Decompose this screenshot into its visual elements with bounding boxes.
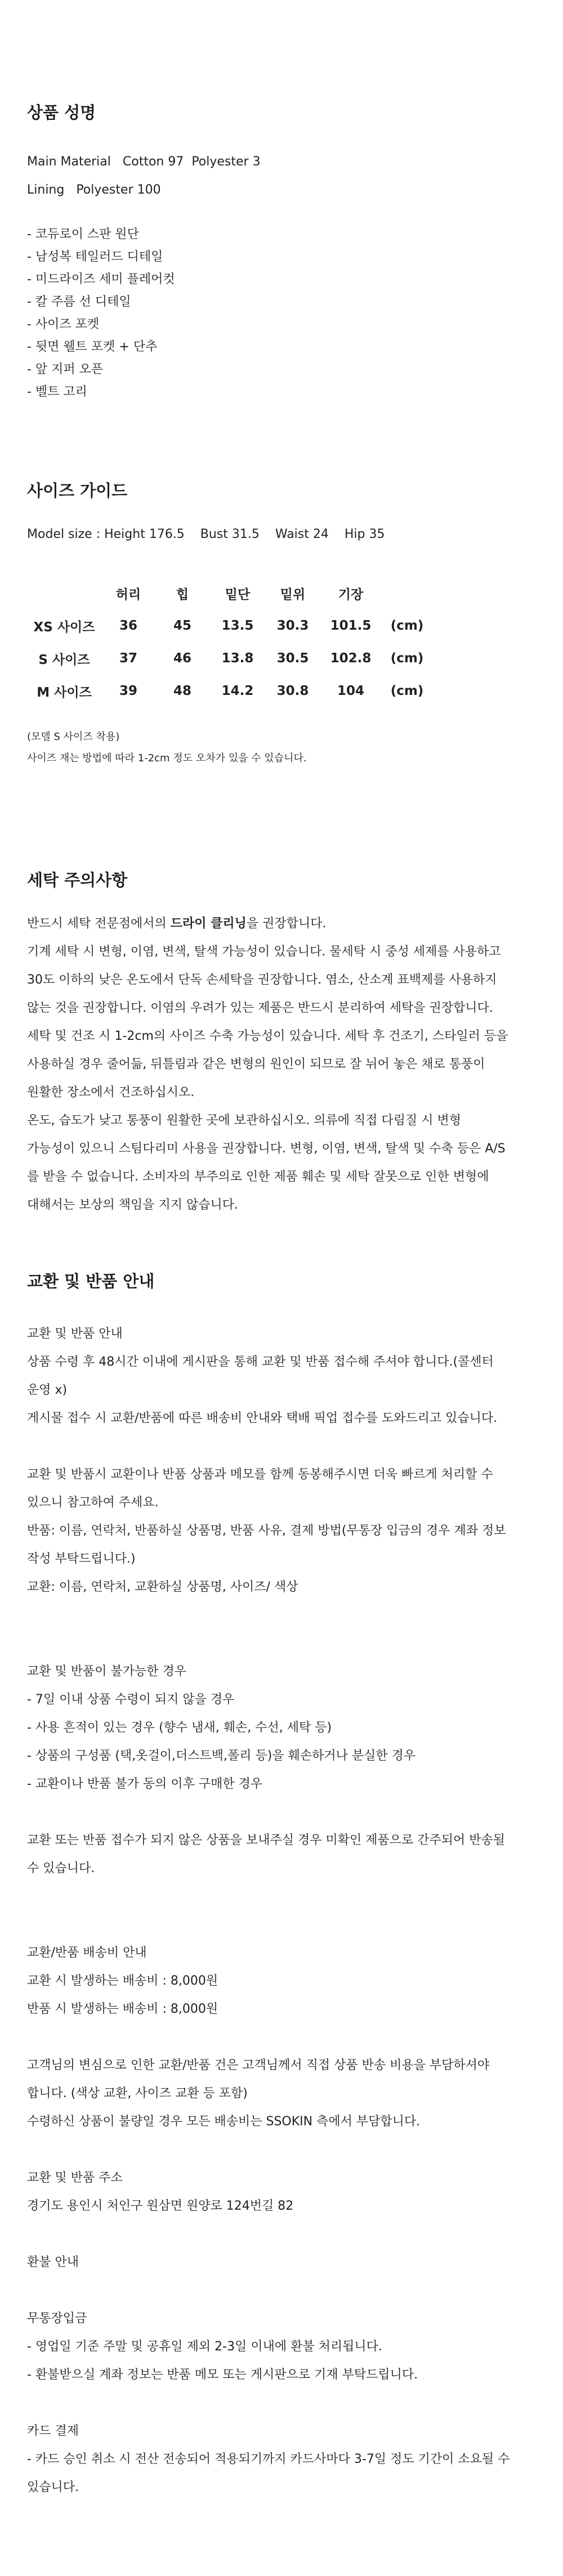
feature-item: - 앞 지퍼 오픈 [27,362,104,376]
table-cell: 13.8 [221,651,254,666]
care-line: 대해서는 보상의 책임을 지지 않습니다. [27,1198,238,1212]
unit-cell: (cm) [390,684,424,698]
exchange-line: - 사용 흔적이 있는 경우 (향수 냄새, 훼손, 수선, 세탁 등) [27,1721,332,1735]
exchange-line: 교환 및 반품 주소 [27,2171,123,2185]
header-cell: 힙 [176,587,189,602]
exchange-line: 작성 부탁드립니다.) [27,1552,136,1566]
product-title: 상품 성명 [27,103,96,122]
exchange-line: 교환/반품 배송비 안내 [27,1946,147,1960]
care-line-pre: 반드시 세탁 전문점에서의 [27,917,171,931]
size-table [27,577,432,707]
size-guide-section [27,478,539,769]
table-cell: 104 [337,684,364,698]
exchange-title: 교환 및 반품 안내 [27,1272,155,1291]
table-row [27,642,432,675]
exchange-line: 있으니 참고하여 주세요. [27,1496,159,1510]
table-cell: 45 [173,618,191,633]
feature-item: - 미드라이즈 세미 플레어컷 [27,272,175,286]
unit-cell: (cm) [390,618,424,633]
table-cell: 39 [119,684,137,698]
feature-item: - 사이즈 포켓 [27,317,100,331]
care-title: 세탁 주의사항 [27,870,128,890]
table-cell: 30.8 [276,684,309,698]
exchange-line: 무통장입금 [27,2312,87,2326]
exchange-line: 있습니다. [27,2480,79,2494]
exchange-line: 반품: 이름, 연락처, 반품하실 상품명, 반품 사유, 결제 방법(무통장 입금의 경우 계좌 정보 [27,1524,506,1538]
exchange-line: - 교환이나 반품 불가 동의 이후 구매한 경우 [27,1777,263,1791]
exchange-line: 카드 결제 [27,2424,79,2438]
care-line: 를 받을 수 없습니다. 소비자의 부주의로 인한 제품 훼손 및 세탁 잘못으로 인한 변형에 [27,1170,489,1184]
care-line: 기계 세탁 시 변형, 이염, 변색, 탈색 가능성이 있습니다. 물세탁 시 중성 세제를 사용하고 [27,945,501,959]
feature-list [27,223,539,403]
care-section [27,868,539,1219]
care-line: 원활한 장소에서 건조하십시오. [27,1085,195,1099]
exchange-line: - 상품의 구성품 (택,옷걸이,더스트백,폴리 등)을 훼손하거나 분실한 경우 [27,1749,416,1763]
feature-item: - 벨트 고리 [27,385,87,399]
exchange-line: - 영업일 기준 주말 및 공휴일 제외 2-3일 이내에 환불 처리됩니다. [27,2340,382,2354]
care-line: 가능성이 있으니 스팀다리미 사용을 권장합니다. 변형, 이염, 변색, 탈색 및 수축 등은 A/S [27,1142,506,1156]
exchange-line: 교환: 이름, 연락처, 교환하실 상품명, 사이즈/ 색상 [27,1580,298,1594]
exchange-line: 상품 수령 후 48시간 이내에 게시판을 통해 교환 및 반품 접수해 주셔야 합니다.(콜센터 [27,1355,494,1369]
size-table-header [27,577,432,609]
exchange-line: 교환 및 반품시 교환이나 반품 상품과 메모를 함께 동봉해주시면 더욱 빠르게 처리할 수 [27,1467,493,1482]
exchange-line: - 카드 승인 취소 시 전산 전송되어 적용되기까지 카드사마다 3-7일 정도 기간이 소요될 수 [27,2452,510,2466]
exchange-line: 교환 또는 반품 접수가 되지 않은 상품을 보내주실 경우 미확인 제품으로 간주되어 반송될 [27,1833,505,1847]
exchange-line: 운영 x) [27,1383,68,1397]
table-cell: 101.5 [330,618,372,633]
care-line: 세탁 및 건조 시 1-2cm의 사이즈 수축 가능성이 있습니다. 세탁 후 건조기, 스타일러 등을 [27,1029,508,1043]
product-section [27,100,539,403]
care-dry-clean: 드라이 클리닝 [170,917,247,931]
header-cell [27,577,101,609]
exchange-line: 고객님의 변심으로 인한 교환/반품 건은 고객님께서 직접 상품 반송 비용을 부담하셔야 [27,2058,490,2072]
exchange-line: 수 있습니다. [27,1861,95,1875]
feature-item: - 뒷면 웰트 포켓 + 단추 [27,340,158,354]
header-cell: 밑위 [280,587,306,602]
material-lining: Lining Polyester 100 [27,183,161,197]
exchange-line: 교환 및 반품이 불가능한 경우 [27,1664,186,1679]
table-cell: 30.3 [276,618,309,633]
feature-item: - 코듀로이 스판 원단 [27,227,139,241]
exchange-line: 경기도 용인시 처인구 원삼면 원양로 124번길 82 [27,2199,294,2213]
exchange-line: 교환 시 발생하는 배송비 : 8,000원 [27,1974,218,1988]
table-cell: 13.5 [221,618,254,633]
feature-item: - 칼 주름 선 디테일 [27,295,131,309]
care-line: 사용하실 경우 줄어듦, 뒤틀림과 같은 변형의 원인이 되므로 잘 뉘어 놓은 채로 통풍이 [27,1057,485,1071]
unit-cell: (cm) [390,651,424,666]
header-cell: 밑단 [225,587,251,602]
table-row [27,609,432,642]
table-cell: 14.2 [221,684,254,698]
table-cell: 102.8 [330,651,372,666]
measure-note: 사이즈 재는 방법에 따라 1-2cm 정도 오차가 있을 수 있습니다. [27,752,307,764]
care-line: 온도, 습도가 낮고 통풍이 원활한 곳에 보관하십시오. 의류에 직접 다림질 시 변형 [27,1114,461,1128]
care-line-post: 을 권장합니다. [246,917,327,931]
header-cell: 허리 [115,587,141,602]
care-line: 않는 것을 권장합니다. 이염의 우려가 있는 제품은 반드시 분리하여 세탁을 권장합니다. [27,1001,493,1015]
care-line: 30도 이하의 낮은 온도에서 단독 손세탁을 권장합니다. 염소, 산소계 표백제를 사용하지 [27,973,497,987]
table-cell: 46 [173,651,191,666]
model-size-note: (모델 S 사이즈 착용) [27,731,120,743]
exchange-line: - 환불받으실 계좌 정보는 반품 메모 또는 게시판으로 기재 부탁드립니다. [27,2368,418,2382]
exchange-line: 교환 및 반품 안내 [27,1327,123,1341]
exchange-line: 게시물 접수 시 교환/반품에 따른 배송비 안내와 택배 픽업 접수를 도와드리고 있습니다. [27,1411,498,1425]
exchange-line: 반품 시 발생하는 배송비 : 8,000원 [27,2002,218,2016]
table-cell: 48 [173,684,191,698]
table-cell: 37 [119,651,137,666]
material-main: Main Material Cotton 97 Polyester 3 [27,155,261,169]
header-cell [382,577,432,609]
table-cell: 30.5 [276,651,309,666]
exchange-section [27,1269,539,2502]
feature-item: - 남성복 테일러드 디테일 [27,250,163,264]
model-size: Model size : Height 176.5 Bust 31.5 Waist 24 Hip 35 [27,527,385,541]
exchange-line: 합니다. (색상 교환, 사이즈 교환 등 포함) [27,2086,248,2101]
refund-title: 환불 안내 [27,2255,79,2269]
care-line [27,910,539,938]
exchange-line: 수령하신 상품이 불량일 경우 모든 배송비는 SSOKIN 측에서 부담합니다. [27,2115,421,2129]
header-cell: 기장 [338,587,364,602]
exchange-line: - 7일 이내 상품 수령이 되지 않을 경우 [27,1693,235,1707]
table-row [27,675,432,707]
size-label: XS 사이즈 [33,620,95,635]
size-label: S 사이즈 [38,652,90,667]
size-label: M 사이즈 [37,685,92,700]
size-guide-title: 사이즈 가이드 [27,481,128,500]
table-cell: 36 [119,618,137,633]
